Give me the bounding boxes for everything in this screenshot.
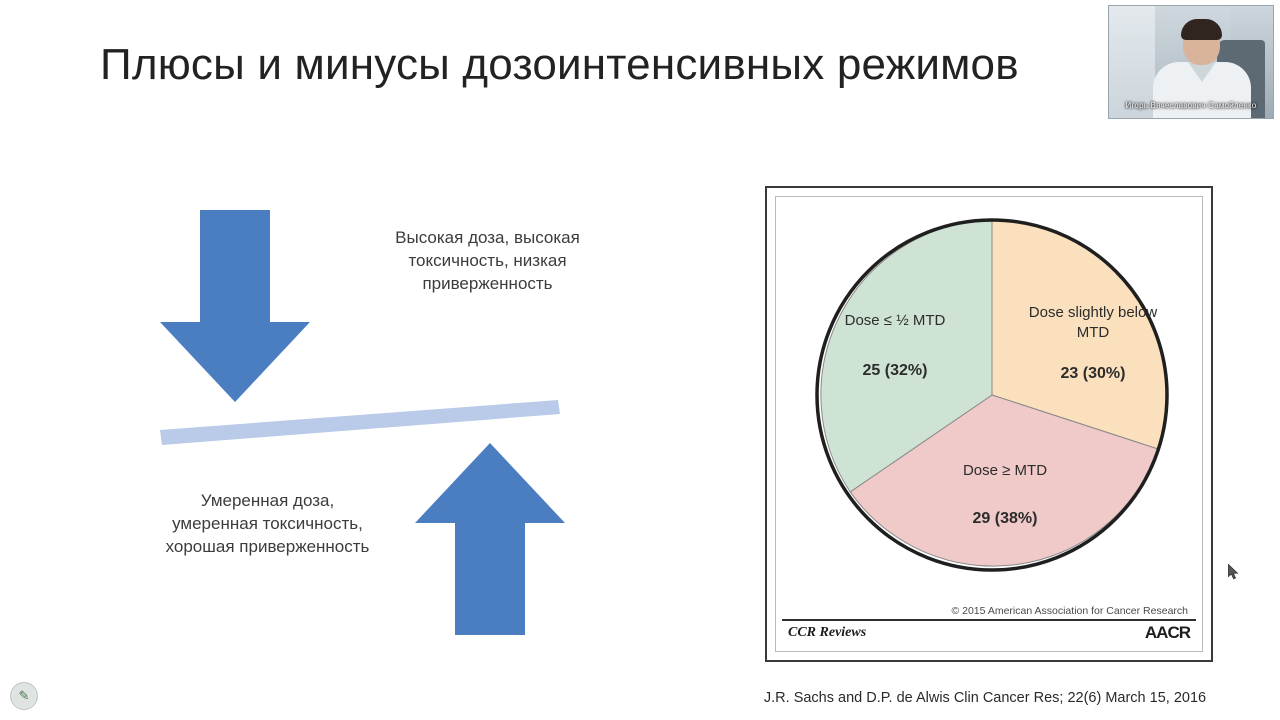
figure-panel xyxy=(765,186,1213,662)
arrow-up-icon xyxy=(410,440,570,635)
pie-chart-svg xyxy=(790,203,1194,599)
pie-slice-value-orange: 23 (30%) xyxy=(1060,365,1126,382)
figure-citation: J.R. Sachs and D.P. de Alwis Clin Cancer Res; 22(6) March 15, 2016 xyxy=(763,690,1207,706)
pie-slice-name-pink: Dose ≥ MTD xyxy=(962,462,1048,479)
aacr-logo: AACR xyxy=(1144,623,1190,642)
pen-glyph: ✎ xyxy=(18,688,30,703)
figure-inner-border xyxy=(775,196,1203,652)
pie-slice-name-green: Dose ≤ ½ MTD xyxy=(844,312,946,329)
pie-slice-label-pink xyxy=(925,461,1085,529)
figure-copyright: © 2015 American Association for Cancer Research xyxy=(951,605,1188,617)
page-title: Плюсы и минусы дозоинтенсивных режимов xyxy=(100,40,1019,89)
pie-slice-value-green: 25 (32%) xyxy=(862,361,928,379)
figure-footer xyxy=(782,619,1196,645)
caption-high-dose: Высокая доза, высокая токсичность, низкая приверженность xyxy=(395,228,580,293)
mouse-cursor xyxy=(1228,564,1240,580)
pie-chart xyxy=(790,203,1194,599)
pie-slice-label-orange xyxy=(1018,303,1168,385)
webcam-overlay[interactable] xyxy=(1108,5,1274,119)
webcam-participant-name: Игорь Вячеславович Самойленко xyxy=(1125,101,1257,110)
balance-illustration xyxy=(140,195,600,655)
pie-slice-label-green xyxy=(825,311,965,381)
pie-slice-value-pink: 29 (38%) xyxy=(972,509,1038,527)
pen-icon[interactable] xyxy=(10,682,38,710)
arrow-down-icon xyxy=(155,210,315,405)
caption-moderate-dose: Умеренная доза, умеренная токсичность, хорошая приверженность xyxy=(165,491,370,556)
figure-journal-name: CCR Reviews xyxy=(788,625,867,640)
webcam-person-hair xyxy=(1181,19,1222,40)
pie-slice-name-orange: Dose slightly below MTD xyxy=(1028,304,1158,341)
